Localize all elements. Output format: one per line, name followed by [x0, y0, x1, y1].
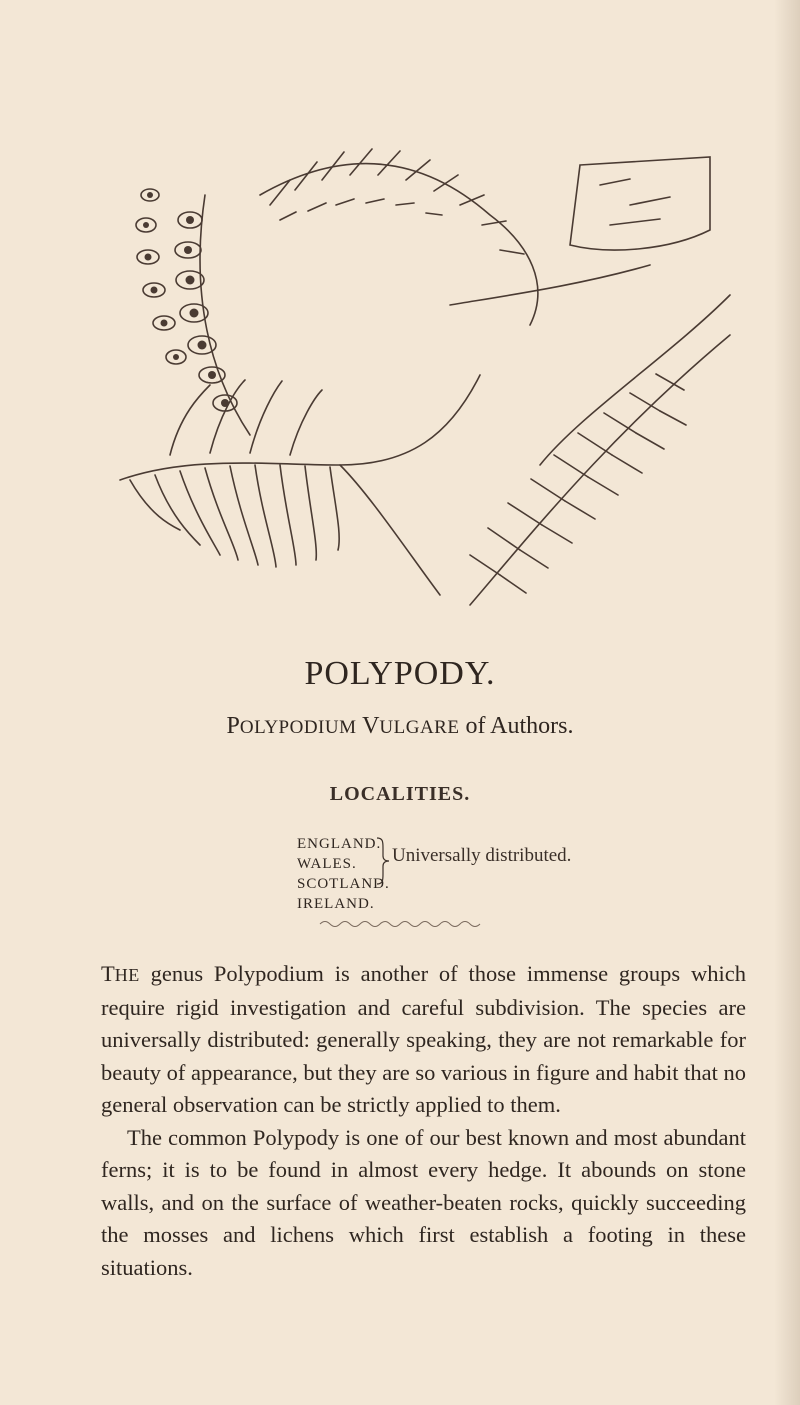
paragraph-1: [101, 958, 746, 1122]
locality-item: IRELAND.: [297, 896, 375, 912]
locality-item: SCOTLAND.: [297, 876, 390, 892]
wavy-divider: [318, 917, 483, 931]
lead-small-caps: HE: [114, 965, 140, 985]
polypody-fern-illustration: [110, 135, 740, 615]
locality-item: WALES.: [297, 856, 357, 872]
subtitle-mid: V: [356, 713, 380, 739]
distribution-note: Universally distributed.: [392, 845, 572, 866]
paragraph-1-text: genus Polypodium is another of those immense groups which require rigid investigation and careful subdivision. The species are universally distributed: generally speaking, they are not remarkable for beauty of appearance, but they are so various in figure and habit that no general observation can be strictly applied to them.: [101, 961, 746, 1117]
paragraph-2: The common Polypody is one of our best known and most abundant ferns; it is to be found in almost every hedge. It abounds on stone walls, and on the surface of weather-beaten rocks, quickly succeeding the mosses and lichens which first establish a footing in these situations.: [101, 1124, 746, 1280]
localities-heading: LOCALITIES.: [329, 783, 471, 805]
body-text: [101, 958, 746, 1284]
subtitle-small-caps-1: OLYPODIUM: [239, 717, 357, 738]
lead-cap: T: [101, 961, 115, 986]
upper-frond: [260, 164, 538, 325]
subtitle-tail: of Authors.: [459, 713, 574, 739]
subtitle-small-caps-2: ULGARE: [379, 717, 460, 738]
species-subtitle: [0, 713, 800, 740]
right-frond: [470, 335, 730, 605]
sori-pinnae: [136, 189, 237, 411]
subtitle-lead: P: [226, 713, 240, 739]
locality-item: ENGLAND.: [297, 836, 382, 852]
curly-brace-icon: [375, 836, 391, 886]
page-title: POLYPODY.: [304, 655, 496, 692]
page-edge-shadow: [774, 0, 800, 1405]
